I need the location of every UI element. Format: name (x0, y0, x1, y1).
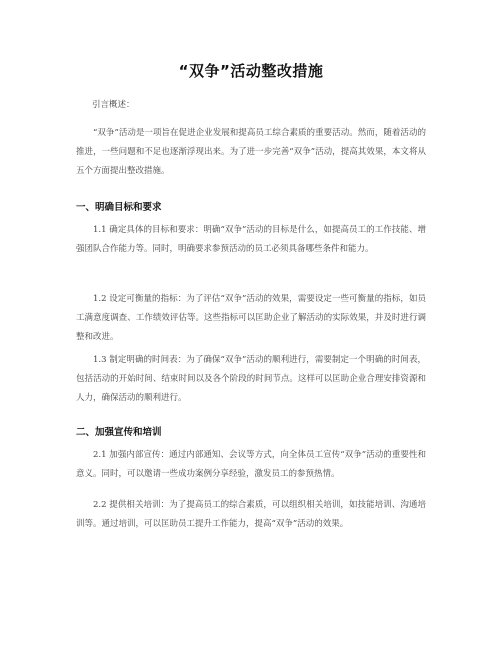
section-2-heading: 二、加强宣传和培训 (76, 427, 162, 438)
section-1-heading: 一、明确目标和要求 (76, 202, 162, 213)
section-2-item-1: 2.1 加强内部宣传：通过内部通知、会议等方式，向全体员工宣传“双争”活动的重要性和意义。同时，可以邀请一些成功案例分享经验，激发员工的参预热情。 (76, 450, 426, 479)
intro-label: 引言概述： (92, 100, 135, 110)
section-1-item-1: 1.1 确定具体的目标和要求：明确“双争”活动的目标是什么，如提高员工的工作技能、增强团队合作能力等。同时，明确要求参预活动的员工必须具备哪些条件和能力。 (76, 225, 426, 254)
document-title: “双争”活动整改措施 (178, 62, 324, 80)
intro-paragraph: “双争”活动是一项旨在促进企业发展和提高员工综合素质的重要活动。然而，随着活动的推进，一些问题和不足也逐渐浮现出来。为了进一步完善“双争”活动，提高其效果，本文将从五个方面提出整改措施。 (76, 128, 426, 176)
section-1-item-3: 1.3 制定明确的时间表：为了确保“双争”活动的顺利进行，需要制定一个明确的时间表，包括活动的开始时间、结束时间以及各个阶段的时间节点。这样可以匡助企业合理安排资源和人力，确保活动的顺利进行。 (76, 355, 426, 403)
section-1-item-2: 1.2 设定可衡量的指标：为了评估“双争”活动的效果，需要设定一些可衡量的指标，如员工满意度调查、工作绩效评估等。这些指标可以匡助企业了解活动的实际效果，并及时进行调整和改进。 (76, 294, 426, 342)
section-2-item-2: 2.2 提供相关培训：为了提高员工的综合素质，可以组织相关培训，如技能培训、沟通培训等。通过培训，可以匡助员工提升工作能力，提高“双争”活动的效果。 (76, 500, 426, 529)
